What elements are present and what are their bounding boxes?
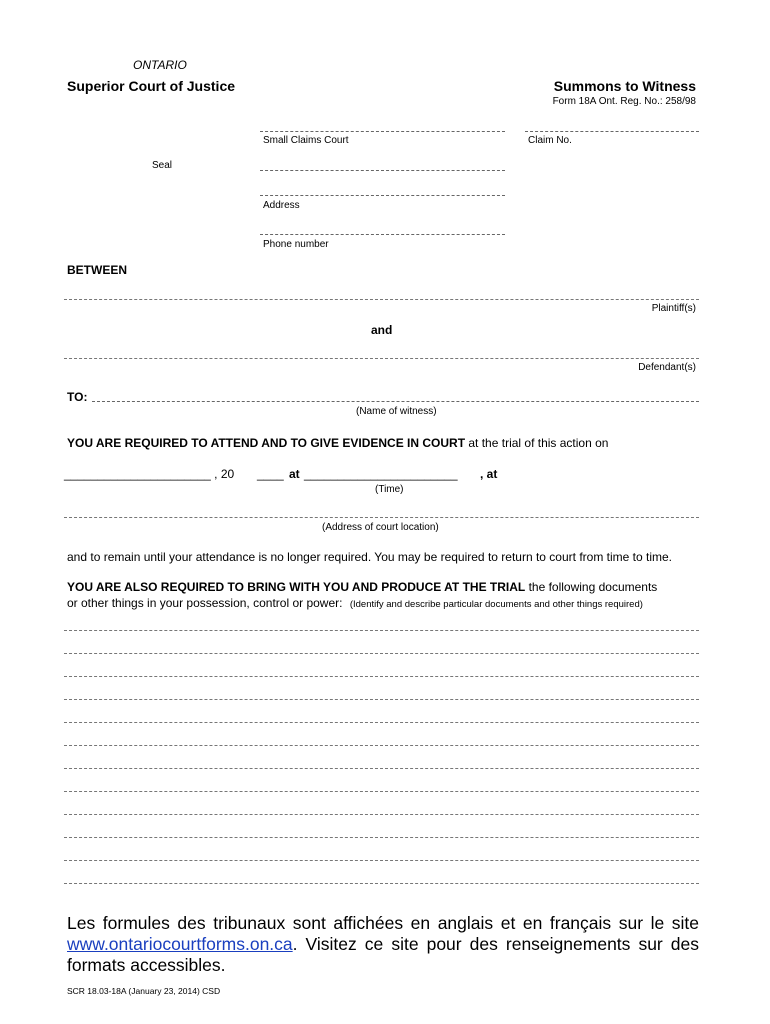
address-label: Address: [263, 200, 300, 211]
french-notice: [67, 913, 699, 976]
phone-field[interactable]: [260, 234, 505, 235]
form-code: SCR 18.03-18A (January 23, 2014) CSD: [67, 986, 221, 996]
attend-statement: [67, 436, 608, 450]
at-label-2: , at: [480, 467, 498, 481]
plaintiff-label: Plaintiff(s): [651, 303, 696, 314]
documents-line[interactable]: [64, 653, 699, 654]
documents-line[interactable]: [64, 860, 699, 861]
produce-statement: [67, 580, 657, 594]
court-address-field-2[interactable]: [260, 195, 505, 196]
at-label-1: at: [289, 467, 300, 481]
documents-line[interactable]: [64, 745, 699, 746]
to-label: TO:: [67, 390, 88, 404]
trial-year-field[interactable]: ____: [257, 467, 284, 481]
court-location-field[interactable]: [64, 517, 699, 518]
court-address-field-1[interactable]: [260, 170, 505, 171]
attend-bold: YOU ARE REQUIRED TO ATTEND AND TO GIVE EVIDENCE IN COURT: [67, 436, 466, 450]
form-title: Summons to Witness: [553, 78, 696, 94]
documents-line[interactable]: [64, 883, 699, 884]
produce-bold: YOU ARE ALSO REQUIRED TO BRING WITH YOU AND PRODUCE AT THE TRIAL: [67, 580, 526, 594]
jurisdiction-label: ONTARIO: [133, 58, 187, 72]
small-claims-court-label: Small Claims Court: [263, 135, 349, 146]
plaintiff-field[interactable]: [64, 299, 699, 300]
form-number: Form 18A Ont. Reg. No.: 258/98: [552, 96, 696, 107]
seal-label: Seal: [152, 160, 173, 171]
court-name: Superior Court of Justice: [67, 78, 236, 94]
french-notice-text-1: Les formules des tribunaux sont affichées en anglais et en français sur le site: [67, 913, 699, 933]
and-label: and: [371, 323, 393, 337]
trial-time-field[interactable]: _______________________: [304, 467, 458, 481]
trial-date-field[interactable]: ______________________ , 20: [64, 467, 235, 481]
between-label: BETWEEN: [67, 263, 127, 277]
remain-statement: and to remain until your attendance is no longer required. You may be required to return to court from time to time.: [67, 550, 672, 564]
french-notice-text-2: . Visitez ce site pour des renseignements sur des formats accessibles.: [67, 934, 699, 975]
documents-line[interactable]: [64, 791, 699, 792]
documents-line[interactable]: [64, 814, 699, 815]
claim-no-field[interactable]: [525, 131, 699, 132]
court-location-caption: (Address of court location): [322, 522, 439, 533]
attend-rest: at the trial of this action on: [465, 436, 609, 450]
produce-rest: the following documents: [525, 580, 658, 594]
produce-line-2: [67, 596, 643, 610]
produce-note: (Identify and describe particular documents and other things required): [349, 599, 643, 610]
witness-name-caption: (Name of witness): [356, 406, 437, 417]
time-caption: (Time): [375, 484, 404, 495]
documents-line[interactable]: [64, 699, 699, 700]
small-claims-court-field[interactable]: [260, 131, 505, 132]
defendant-label: Defendant(s): [638, 362, 696, 373]
documents-line[interactable]: [64, 768, 699, 769]
documents-line[interactable]: [64, 630, 699, 631]
witness-name-field[interactable]: [92, 401, 699, 402]
defendant-field[interactable]: [64, 358, 699, 359]
produce-line-2-text: or other things in your possession, control or power:: [67, 596, 343, 610]
forms-website-link[interactable]: www.ontariocourtforms.on.ca: [67, 934, 293, 954]
phone-label: Phone number: [263, 239, 329, 250]
documents-line[interactable]: [64, 722, 699, 723]
documents-line[interactable]: [64, 837, 699, 838]
documents-line[interactable]: [64, 676, 699, 677]
claim-no-label: Claim No.: [528, 135, 572, 146]
